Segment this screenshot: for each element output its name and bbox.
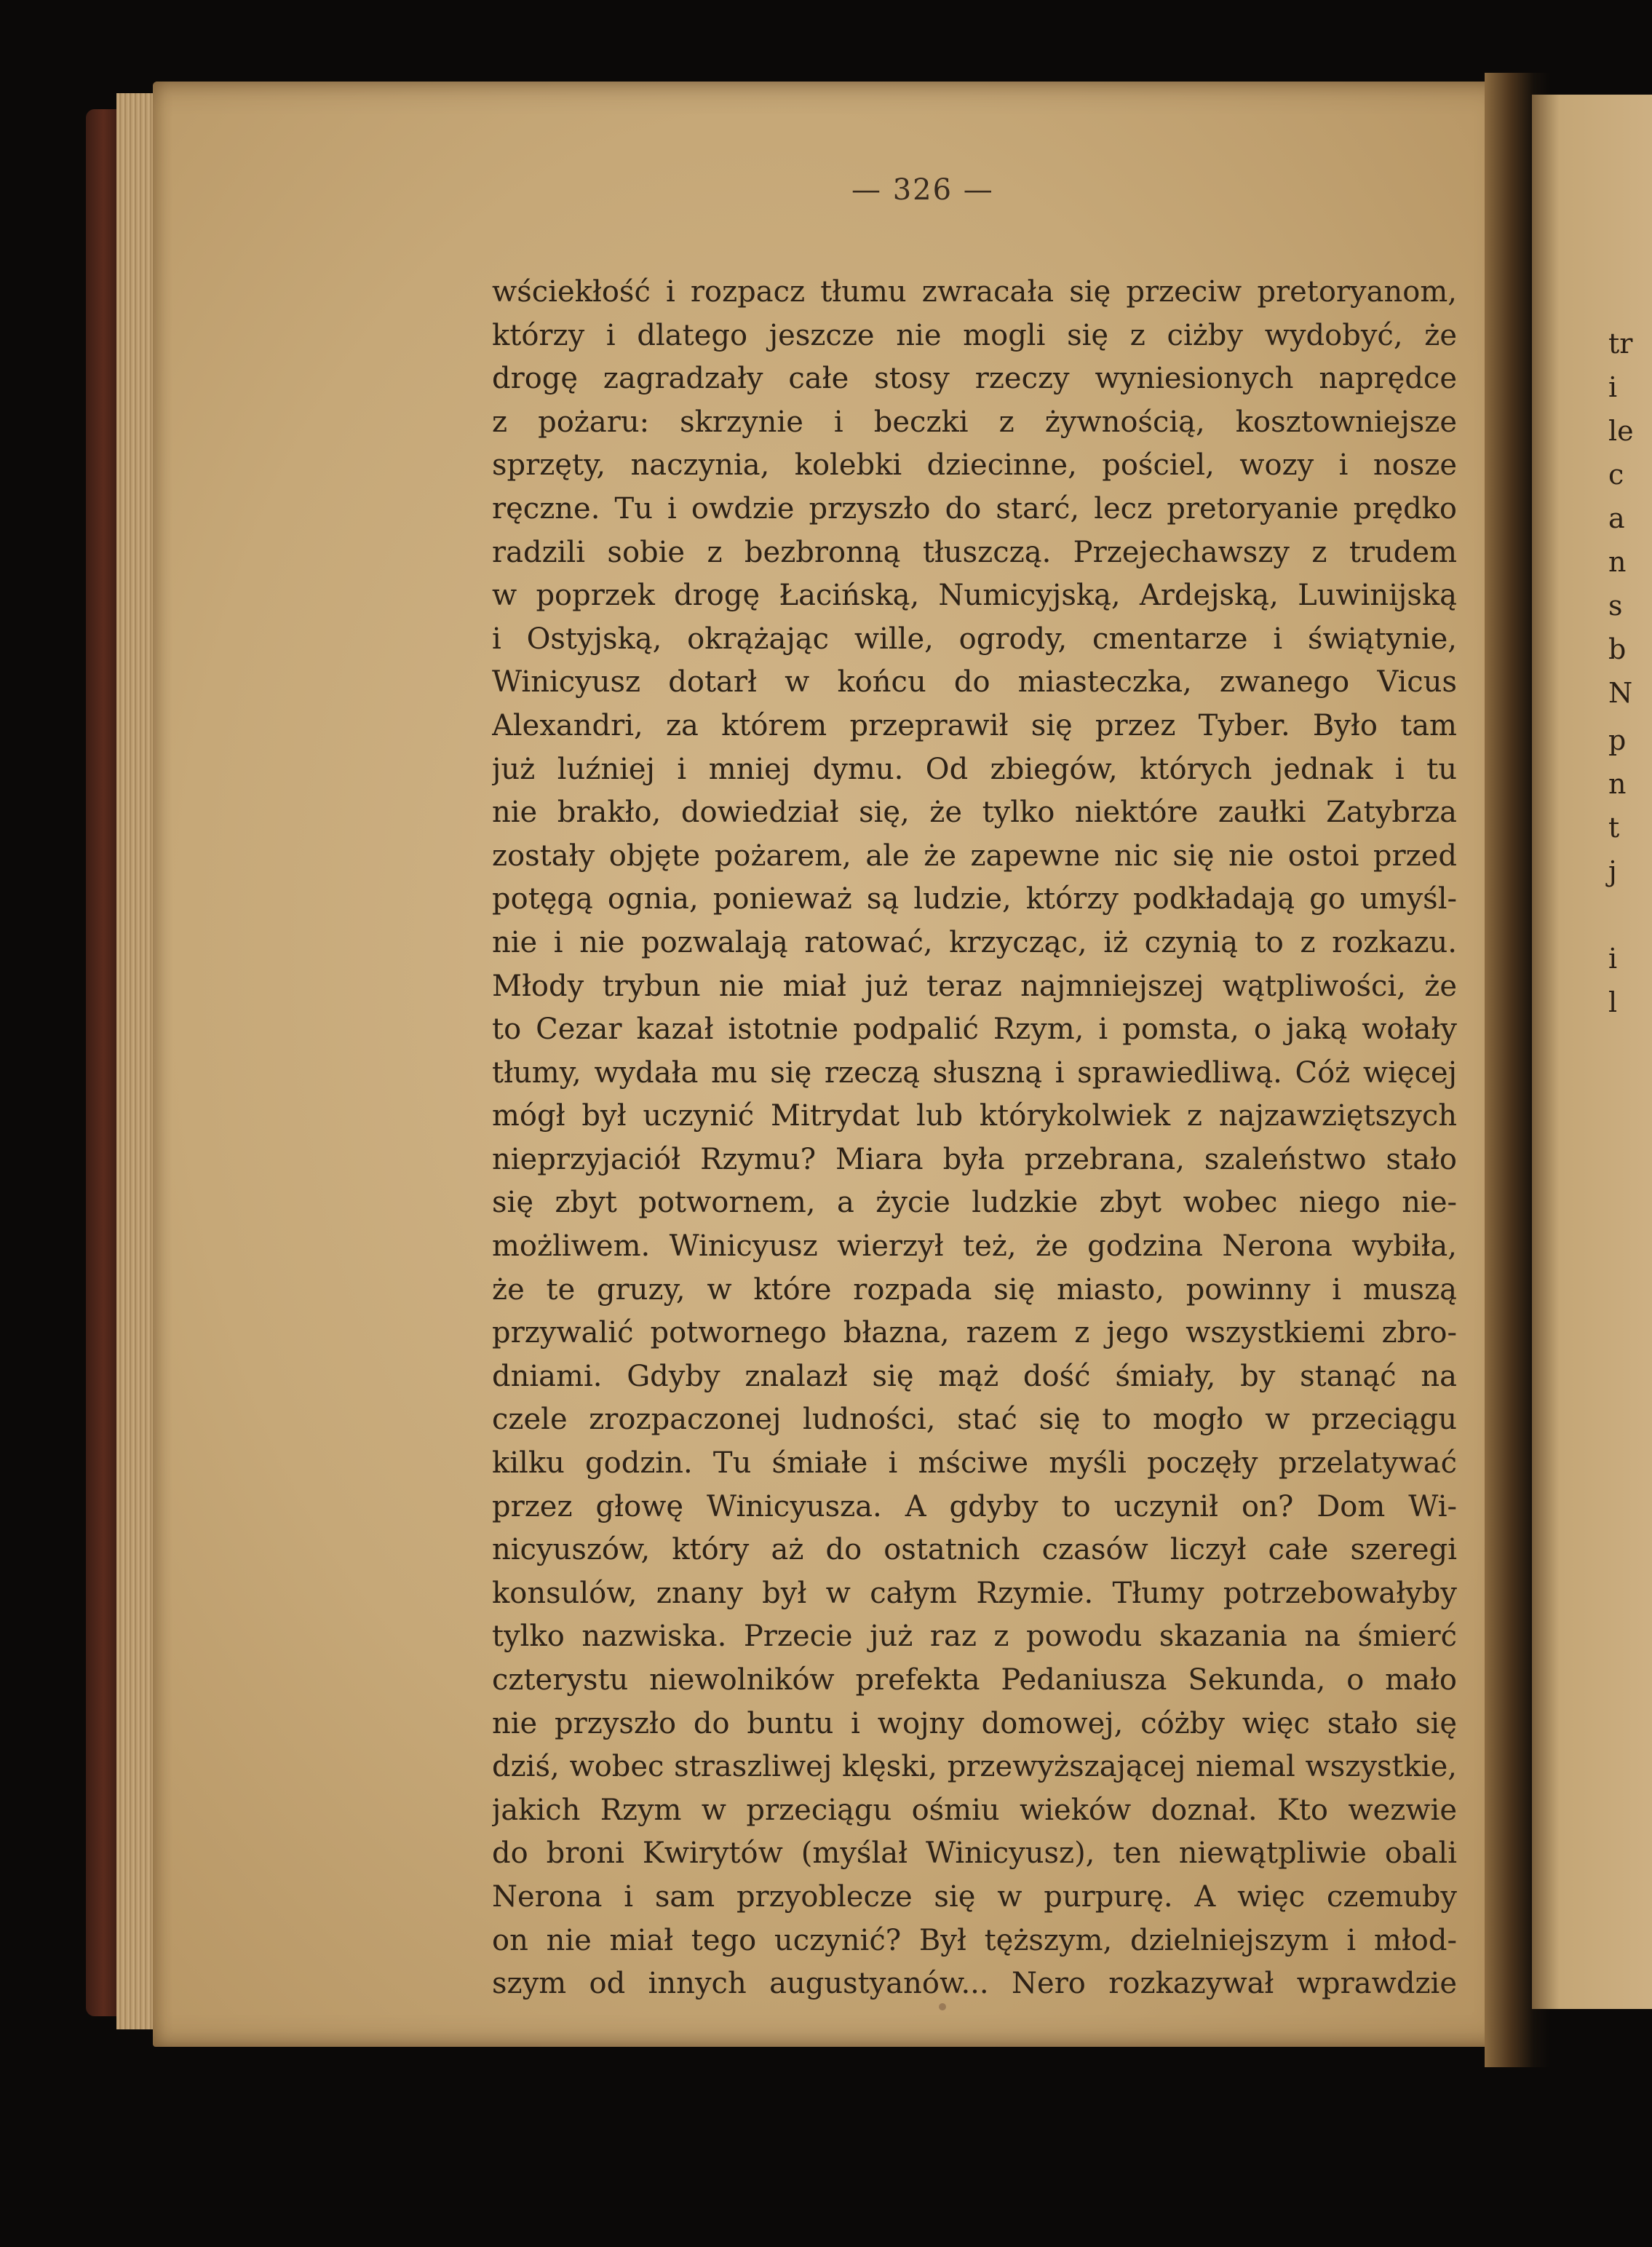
- next-page-fragment: l: [1608, 986, 1618, 1018]
- next-page-fragment: n: [1608, 546, 1627, 578]
- text-line: możliwem. Winicyusz wierzył też, że godzina Nerona wybiła,: [492, 1229, 1457, 1264]
- text-line: radzili sobie z bezbronną tłuszczą. Przejechawszy z trudem: [492, 535, 1457, 569]
- text-line: i Ostyjską, okrążając wille, ogrody, cmentarze i świątynie,: [492, 622, 1457, 656]
- text-line: z pożaru: skrzynie i beczki z żywnością, kosztowniejsze: [492, 405, 1457, 439]
- text-line: nicyuszów, który aż do ostatnich czasów liczył całe szeregi: [492, 1533, 1457, 1567]
- text-line: Winicyusz dotarł w końcu do miasteczka, zwanego Vicus: [492, 665, 1457, 700]
- paper-speck: [939, 2003, 946, 2010]
- next-page-fragment: s: [1608, 590, 1623, 622]
- text-line: ręczne. Tu i owdzie przyszło do starć, lecz pretoryanie prędko: [492, 491, 1457, 526]
- text-line: się zbyt potwornem, a życie ludzkie zbyt wobec niego nie-: [492, 1186, 1457, 1220]
- next-page-fragment: tr: [1608, 328, 1633, 360]
- text-line: że te gruzy, w które rozpada się miasto, powinny i muszą: [492, 1272, 1457, 1307]
- text-line: zostały objęte pożarem, ale że zapewne nic się nie ostoi przed: [492, 839, 1457, 873]
- text-line: w poprzek drogę Łacińską, Numicyjską, Ardejską, Luwinijską: [492, 579, 1457, 613]
- next-page-edge: [1532, 95, 1652, 2009]
- text-line: czele zrozpaczonej ludności, stać się to mogło w przeciągu: [492, 1403, 1457, 1437]
- text-line: wściekłość i rozpacz tłumu zwracała się przeciw pretoryanom,: [492, 275, 1457, 309]
- text-line: tłumy, wydała mu się rzeczą słuszną i sprawiedliwą. Cóż więcej: [492, 1055, 1457, 1090]
- text-line: tylko nazwiska. Przecie już raz z powodu skazania na śmierć: [492, 1620, 1457, 1654]
- next-page-fragment: t: [1608, 812, 1620, 844]
- text-line: potęgą ognia, ponieważ są ludzie, którzy podkładają go umyśl-: [492, 882, 1457, 916]
- next-page-fragment: N: [1608, 677, 1633, 709]
- next-page-fragment: i: [1608, 943, 1618, 975]
- body-text: [492, 271, 1457, 2006]
- text-line: Alexandri, za którem przeprawił się przez Tyber. Było tam: [492, 708, 1457, 742]
- text-line: przez głowę Winicyusza. A gdyby to uczynił on? Dom Wi-: [492, 1489, 1457, 1523]
- next-page-fragment: a: [1608, 502, 1625, 534]
- text-line: mógł był uczynić Mitrydat lub którykolwiek z najzawziętszych: [492, 1099, 1457, 1133]
- text-line: dziś, wobec straszliwej klęski, przewyższającej niemal wszystkie,: [492, 1750, 1457, 1784]
- text-line: czterystu niewolników prefekta Pedaniusza Sekunda, o mało: [492, 1663, 1457, 1697]
- text-line: nieprzyjaciół Rzymu? Miara była przebrana, szaleństwo stało: [492, 1142, 1457, 1176]
- text-line: nie i nie pozwalają ratować, krzycząc, iż czynią to z rozkazu.: [492, 925, 1457, 959]
- text-line: to Cezar kazał istotnie podpalić Rzym, i pomsta, o jaką wołały: [492, 1012, 1457, 1047]
- next-page-fragment: le: [1608, 415, 1634, 447]
- next-page-fragment: i: [1608, 371, 1618, 403]
- text-line: już luźniej i mniej dymu. Od zbiegów, których jednak i tu: [492, 752, 1457, 786]
- text-line: nie przyszło do buntu i wojny domowej, cóżby więc stało się: [492, 1706, 1457, 1740]
- text-line: konsulów, znany był w całym Rzymie. Tłumy potrzebowałyby: [492, 1576, 1457, 1610]
- text-line: on nie miał tego uczynić? Był tęższym, dzielniejszym i młod-: [492, 1923, 1457, 1957]
- next-page-fragment: n: [1608, 768, 1627, 800]
- text-line: dniami. Gdyby znalazł się mąż dość śmiały, by stanąć na: [492, 1359, 1457, 1393]
- text-line: jakich Rzym w przeciągu ośmiu wieków doznał. Kto wezwie: [492, 1793, 1457, 1827]
- text-line: drogę zagradzały całe stosy rzeczy wyniesionych naprędce: [492, 362, 1457, 396]
- next-page-fragment: p: [1608, 724, 1627, 756]
- text-line: Młody trybun nie miał już teraz najmniejszej wątpliwości, że: [492, 969, 1457, 1003]
- text-line: do broni Kwirytów (myślał Winicyusz), ten niewątpliwie obali: [492, 1836, 1457, 1871]
- text-line: Nerona i sam przyoblecze się w purpurę. A więc czemuby: [492, 1879, 1457, 1914]
- text-line: którzy i dlatego jeszcze nie mogli się z ciżby wydobyć, że: [492, 318, 1457, 352]
- text-line: szym od innych augustyanów... Nero rozkazywał wprawdzie: [492, 1967, 1457, 2001]
- text-line: przywalić potwornego błazna, razem z jego wszystkiemi zbro-: [492, 1316, 1457, 1350]
- next-page-fragment: j: [1608, 855, 1617, 887]
- text-line: sprzęty, naczynia, kolebki dziecinne, pościel, wozy i nosze: [492, 448, 1457, 483]
- page-number: — 326 —: [851, 173, 994, 207]
- text-line: nie brakło, dowiedział się, że tylko niektóre zaułki Zatybrza: [492, 796, 1457, 830]
- next-page-fragment: b: [1608, 633, 1627, 665]
- next-page-fragment: c: [1608, 459, 1624, 491]
- text-line: kilku godzin. Tu śmiałe i mściwe myśli poczęły przelatywać: [492, 1446, 1457, 1481]
